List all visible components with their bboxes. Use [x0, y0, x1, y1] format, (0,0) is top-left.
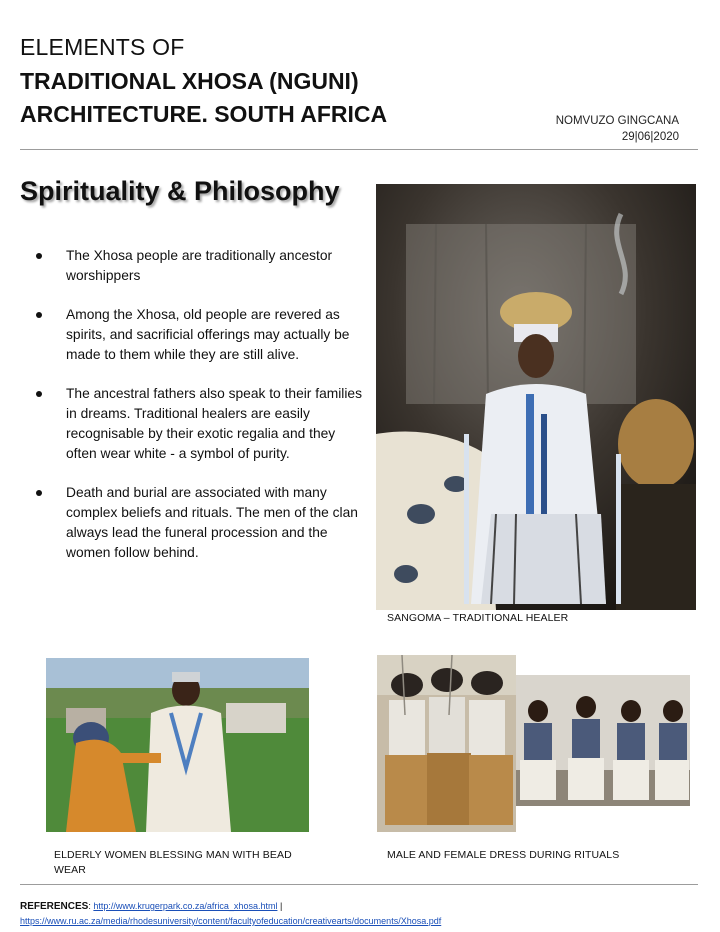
document-title-line-1: ELEMENTS OF [20, 34, 185, 60]
bullet-dot [36, 490, 42, 496]
ritual-women-photo [377, 655, 516, 832]
bullet-dot [36, 253, 42, 259]
bullet-text: Death and burial are associated with many complex beliefs and rituals. The men of the clan always lead the funeral procession and the women follow behind. [66, 485, 358, 560]
document-date: 29|06|2020 [621, 131, 679, 143]
author-block [520, 113, 679, 145]
blessing-photo [46, 658, 309, 832]
bullet-text: The Xhosa people are traditionally ancestor worshippers [66, 248, 333, 283]
references-colon: : [88, 901, 94, 911]
bullet-text: Among the Xhosa, old people are revered as spirits, and sacrificial offerings may actually be made to them while they are still alive. [66, 307, 350, 362]
bullet-dot [36, 312, 42, 318]
author-name: NOMVUZO GINGCANA [555, 115, 679, 127]
bullet-list [34, 246, 364, 582]
document-title-line-2: TRADITIONAL XHOSA (NGUNI) [20, 68, 359, 94]
ritual-men-photo [516, 675, 690, 806]
reference-link-krugerpark[interactable]: http://www.krugerpark.co.za/africa_xhosa.html [93, 901, 278, 911]
blessing-caption: ELDERLY WOMEN BLESSING MAN WITH BEAD WEAR [54, 849, 292, 876]
references-label: REFERENCES [20, 901, 89, 912]
bullet-text: The ancestral fathers also speak to their families in dreams. Traditional healers are easily recognisable by their exotic regalia and they often wear white - a symbol of purity. [66, 386, 363, 461]
header-divider [20, 149, 698, 150]
bullet-item [34, 384, 364, 464]
bullet-item [34, 305, 364, 365]
footer-divider [20, 884, 698, 885]
bullet-item [34, 246, 364, 286]
reference-link-rhodes[interactable]: https://www.ru.ac.za/media/rhodesuniversity/content/facultyofeducation/creativearts/documents/Xhosa.pdf [20, 916, 442, 926]
bullet-item [34, 483, 364, 563]
bullet-dot [36, 391, 42, 397]
document-title-line-3: ARCHITECTURE. SOUTH AFRICA [20, 101, 388, 127]
reference-separator: | [277, 901, 283, 911]
references-block [20, 899, 700, 928]
dress-caption: MALE AND FEMALE DRESS DURING RITUALS [387, 849, 620, 861]
sangoma-photo [376, 184, 696, 610]
sangoma-caption: SANGOMA – TRADITIONAL HEALER [387, 612, 569, 624]
section-heading: Spirituality & Philosophy [20, 176, 340, 206]
